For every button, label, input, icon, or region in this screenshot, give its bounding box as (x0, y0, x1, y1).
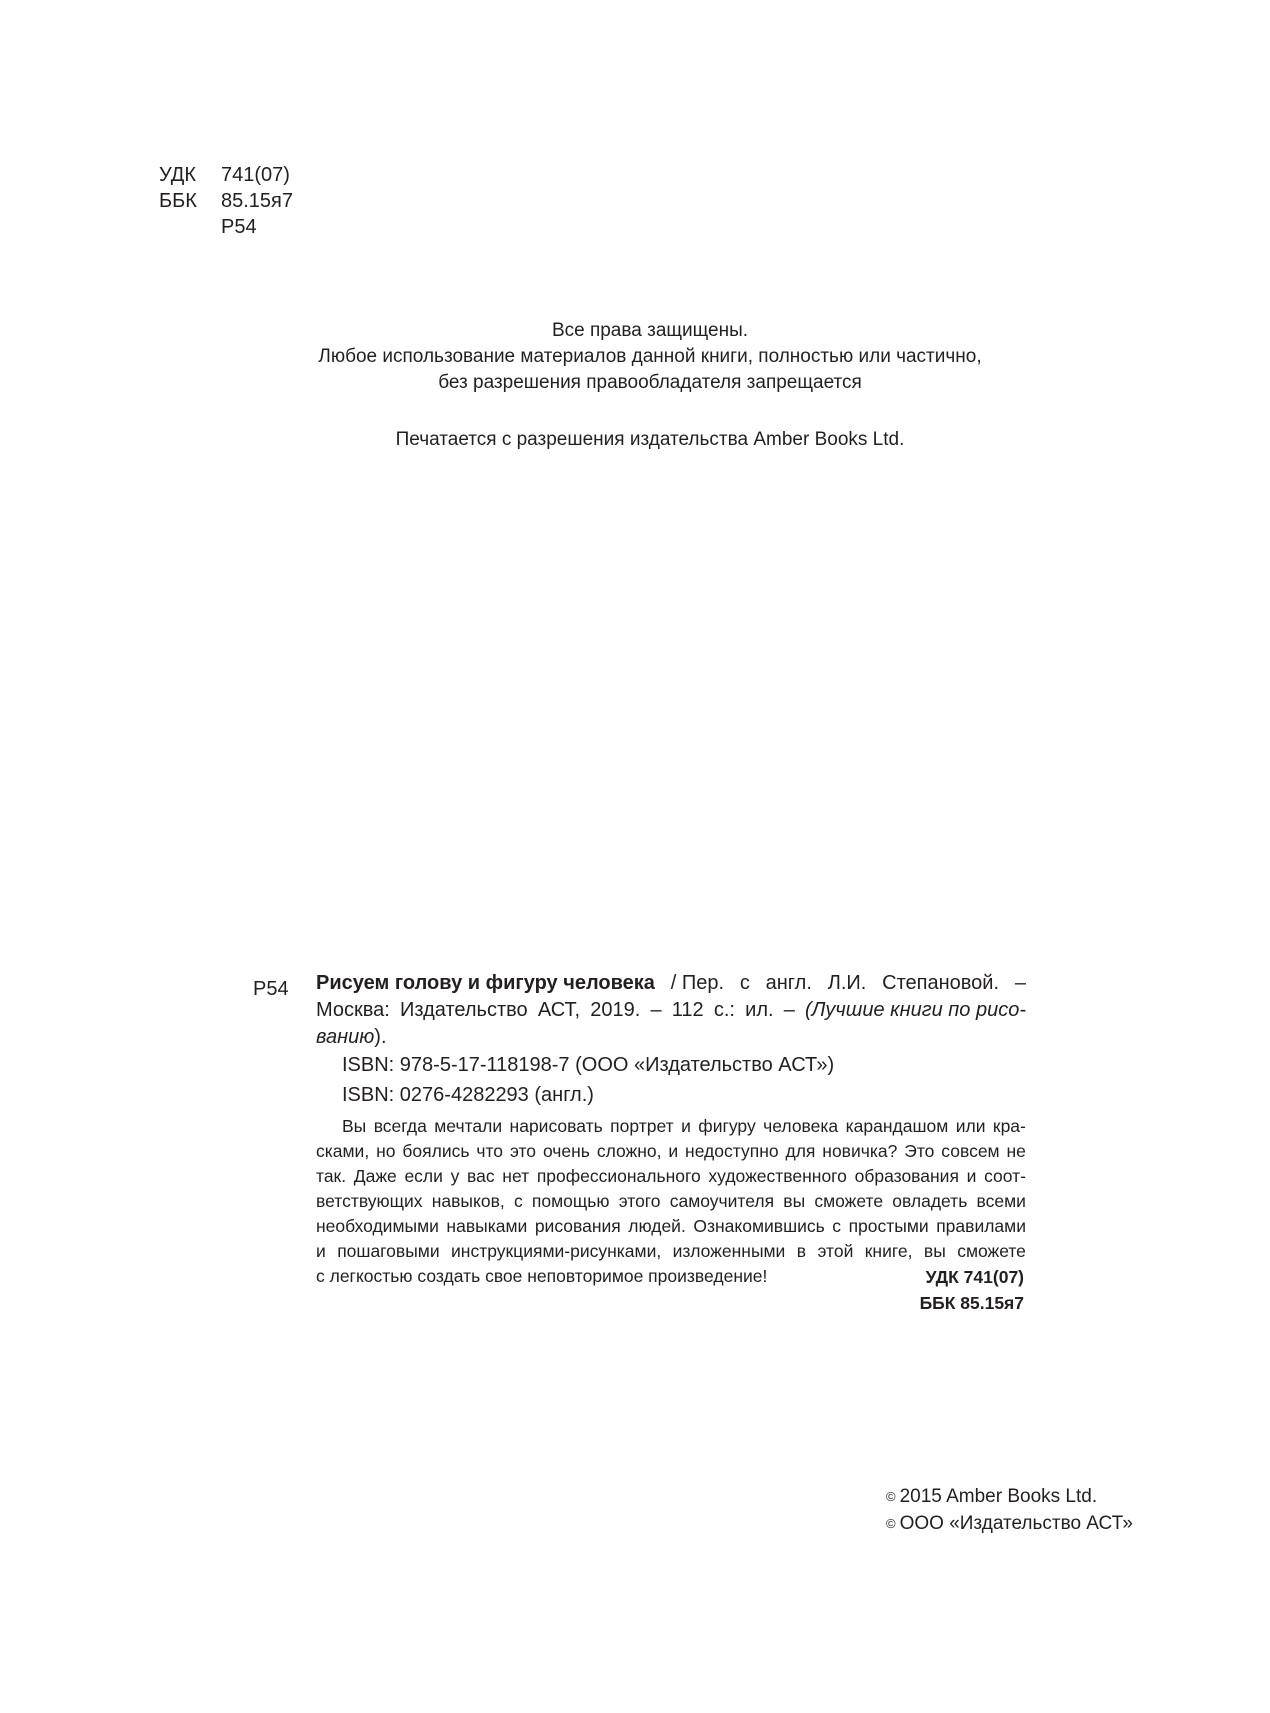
annotation-word: художественного (708, 1166, 847, 1186)
annotation-word: книге, (864, 1241, 913, 1261)
series-close: ). (374, 1026, 387, 1048)
annotation-word: Это (904, 1141, 935, 1161)
annotation-word: с (513, 1191, 523, 1211)
annotation-line: с легкостью создать свое неповторимое произведение! (316, 1266, 768, 1286)
isbn-original: ISBN: 0276-4282293 (англ.) (342, 1084, 594, 1106)
annotation-word: навыков, (431, 1191, 505, 1211)
udk-bottom: УДК 741(07) (925, 1267, 1024, 1287)
biblio-line-3 (316, 1024, 1026, 1051)
annotation-word: простыми (848, 1216, 929, 1236)
annotation-word: профессионального (536, 1166, 701, 1186)
annotation-word: или (955, 1116, 986, 1136)
biblio-word: 112 (671, 999, 704, 1021)
classification-block-bottom (920, 1264, 1024, 1316)
annotation-word: у (450, 1166, 460, 1186)
isbn-block (342, 1050, 834, 1110)
annotation-word: всеми (976, 1191, 1026, 1211)
annotation-word: пошаговыми (337, 1241, 440, 1261)
annotation-line (316, 1114, 1026, 1139)
annotation-word: и (681, 1116, 691, 1136)
isbn-primary: ISBN: 978-5-17-118198-7 (ООО «Издательство АСТ») (342, 1054, 835, 1076)
bbk-row (159, 188, 293, 214)
series-title-end: ванию (316, 1026, 375, 1048)
biblio-word: англ. (765, 972, 812, 994)
annotation-line (316, 1164, 1026, 1189)
annotation-word: так. (316, 1166, 347, 1186)
annotation-word: в (796, 1241, 807, 1261)
annotation-word: образования (854, 1166, 959, 1186)
annotation-word: навыками (446, 1216, 528, 1236)
annotation-word: вы (783, 1191, 806, 1211)
classification-block-top (159, 162, 293, 240)
annotation-word: Вы (342, 1116, 367, 1136)
annotation-word: недоступно (685, 1141, 779, 1161)
bibliographic-record (316, 970, 1026, 1051)
book-title: Рисуем голову и фигуру человека (316, 972, 655, 994)
udk-row (159, 162, 293, 188)
biblio-word: 2019. (590, 999, 641, 1021)
biblio-word: с (739, 972, 750, 994)
annotation-word: правилами (936, 1216, 1026, 1236)
bbk-bottom: ББК 85.15я7 (919, 1293, 1024, 1313)
annotation-word: вы (923, 1241, 946, 1261)
copyright-line-2 (886, 1510, 1133, 1537)
annotation-word: совсем (941, 1141, 1000, 1161)
annotation-word: необходимыми (316, 1216, 439, 1236)
annotation-word: этого (618, 1191, 661, 1211)
annotation-line (316, 1139, 1026, 1164)
annotation-word: сками, (316, 1141, 370, 1161)
annotation-word: не (1006, 1141, 1026, 1161)
biblio-word: – (783, 999, 795, 1021)
annotation-line (316, 1214, 1026, 1239)
printed-permission: Печатается с разрешения издательства Amber Books Ltd. (395, 429, 905, 450)
annotation-word: нет (502, 1166, 530, 1186)
biblio-word: Москва: (316, 999, 390, 1021)
annotation-word: всегда (373, 1116, 427, 1136)
biblio-word: АСТ, (537, 999, 581, 1021)
annotation-word: с (832, 1216, 842, 1236)
rights-notice (260, 318, 1040, 396)
copyright-line-1 (886, 1483, 1133, 1510)
annotation-word: овладеть (892, 1191, 968, 1211)
bbk-label: ББК (159, 190, 197, 212)
biblio-word: Издательство (400, 999, 528, 1021)
biblio-line-2 (316, 997, 1026, 1024)
rights-line-3: без разрешения правообладателя запрещается (438, 372, 862, 393)
annotation-word: Ознакомившись (693, 1216, 825, 1236)
biblio-author-mark: Р54 (253, 978, 289, 1000)
annotation (316, 1114, 1026, 1289)
biblio-word: ил. (745, 999, 774, 1021)
biblio-word: Степановой. (882, 972, 1000, 994)
annotation-word: вас (467, 1166, 495, 1186)
copyright-symbol: © (886, 1489, 896, 1504)
annotation-word: сможете (814, 1191, 884, 1211)
bbk-value: 85.15я7 (221, 190, 294, 212)
annotation-word: соот- (984, 1166, 1026, 1186)
copyright-holder-1: 2015 Amber Books Ltd. (899, 1486, 1098, 1507)
annotation-word: для (785, 1141, 816, 1161)
annotation-word: человека (763, 1116, 839, 1136)
author-mark: Р54 (221, 216, 257, 238)
biblio-word: с.: (713, 999, 735, 1021)
rights-line-2: Любое использование материалов данной книги, полностью или частично, (318, 346, 982, 367)
annotation-word: новичка? (822, 1141, 898, 1161)
author-mark-row (159, 214, 293, 240)
rights-line-1: Все права защищены. (551, 320, 749, 341)
annotation-word: боялись (402, 1141, 470, 1161)
annotation-word: Даже (353, 1166, 397, 1186)
annotation-word: фигуру (698, 1116, 756, 1136)
annotation-word: людей. (628, 1216, 686, 1236)
annotation-word: сможете (957, 1241, 1026, 1261)
annotation-word: портрет (610, 1116, 674, 1136)
annotation-word: самоучителя (669, 1191, 775, 1211)
annotation-word: сложно, (596, 1141, 662, 1161)
annotation-word: если (404, 1166, 443, 1186)
udk-value: 741(07) (221, 164, 290, 186)
series-title: (Лучшие книги по рисо- (805, 999, 1026, 1021)
annotation-word: кра- (992, 1116, 1026, 1136)
annotation-word: мечтали (434, 1116, 503, 1136)
annotation-word: изложенными (672, 1241, 786, 1261)
copyright-symbol: © (886, 1516, 896, 1531)
annotation-word: но (376, 1141, 396, 1161)
annotation-word: и (316, 1241, 326, 1261)
annotation-line (316, 1189, 1026, 1214)
annotation-word: и (966, 1166, 977, 1186)
annotation-word: очень (542, 1141, 590, 1161)
biblio-word: / Пер. (670, 972, 725, 994)
annotation-word: помощью (531, 1191, 610, 1211)
annotation-word: ветствующих (316, 1191, 423, 1211)
annotation-word: инструкциями-рисунками, (451, 1241, 662, 1261)
annotation-word: это (509, 1141, 537, 1161)
annotation-word: нарисовать (509, 1116, 603, 1136)
annotation-word: что (476, 1141, 504, 1161)
biblio-word: Л.И. (827, 972, 867, 994)
annotation-word: этой (817, 1241, 854, 1261)
annotation-word: рисования (534, 1216, 621, 1236)
biblio-word: – (650, 999, 662, 1021)
copyright-holder-2: ООО «Издательство АСТ» (899, 1513, 1133, 1534)
copyright-block (886, 1483, 1133, 1537)
annotation-word: карандашом (845, 1116, 949, 1136)
annotation-line (316, 1239, 1026, 1264)
biblio-line-1 (316, 970, 1026, 997)
annotation-word: и (668, 1141, 679, 1161)
udk-label: УДК (159, 164, 197, 186)
biblio-word: – (1014, 972, 1026, 994)
